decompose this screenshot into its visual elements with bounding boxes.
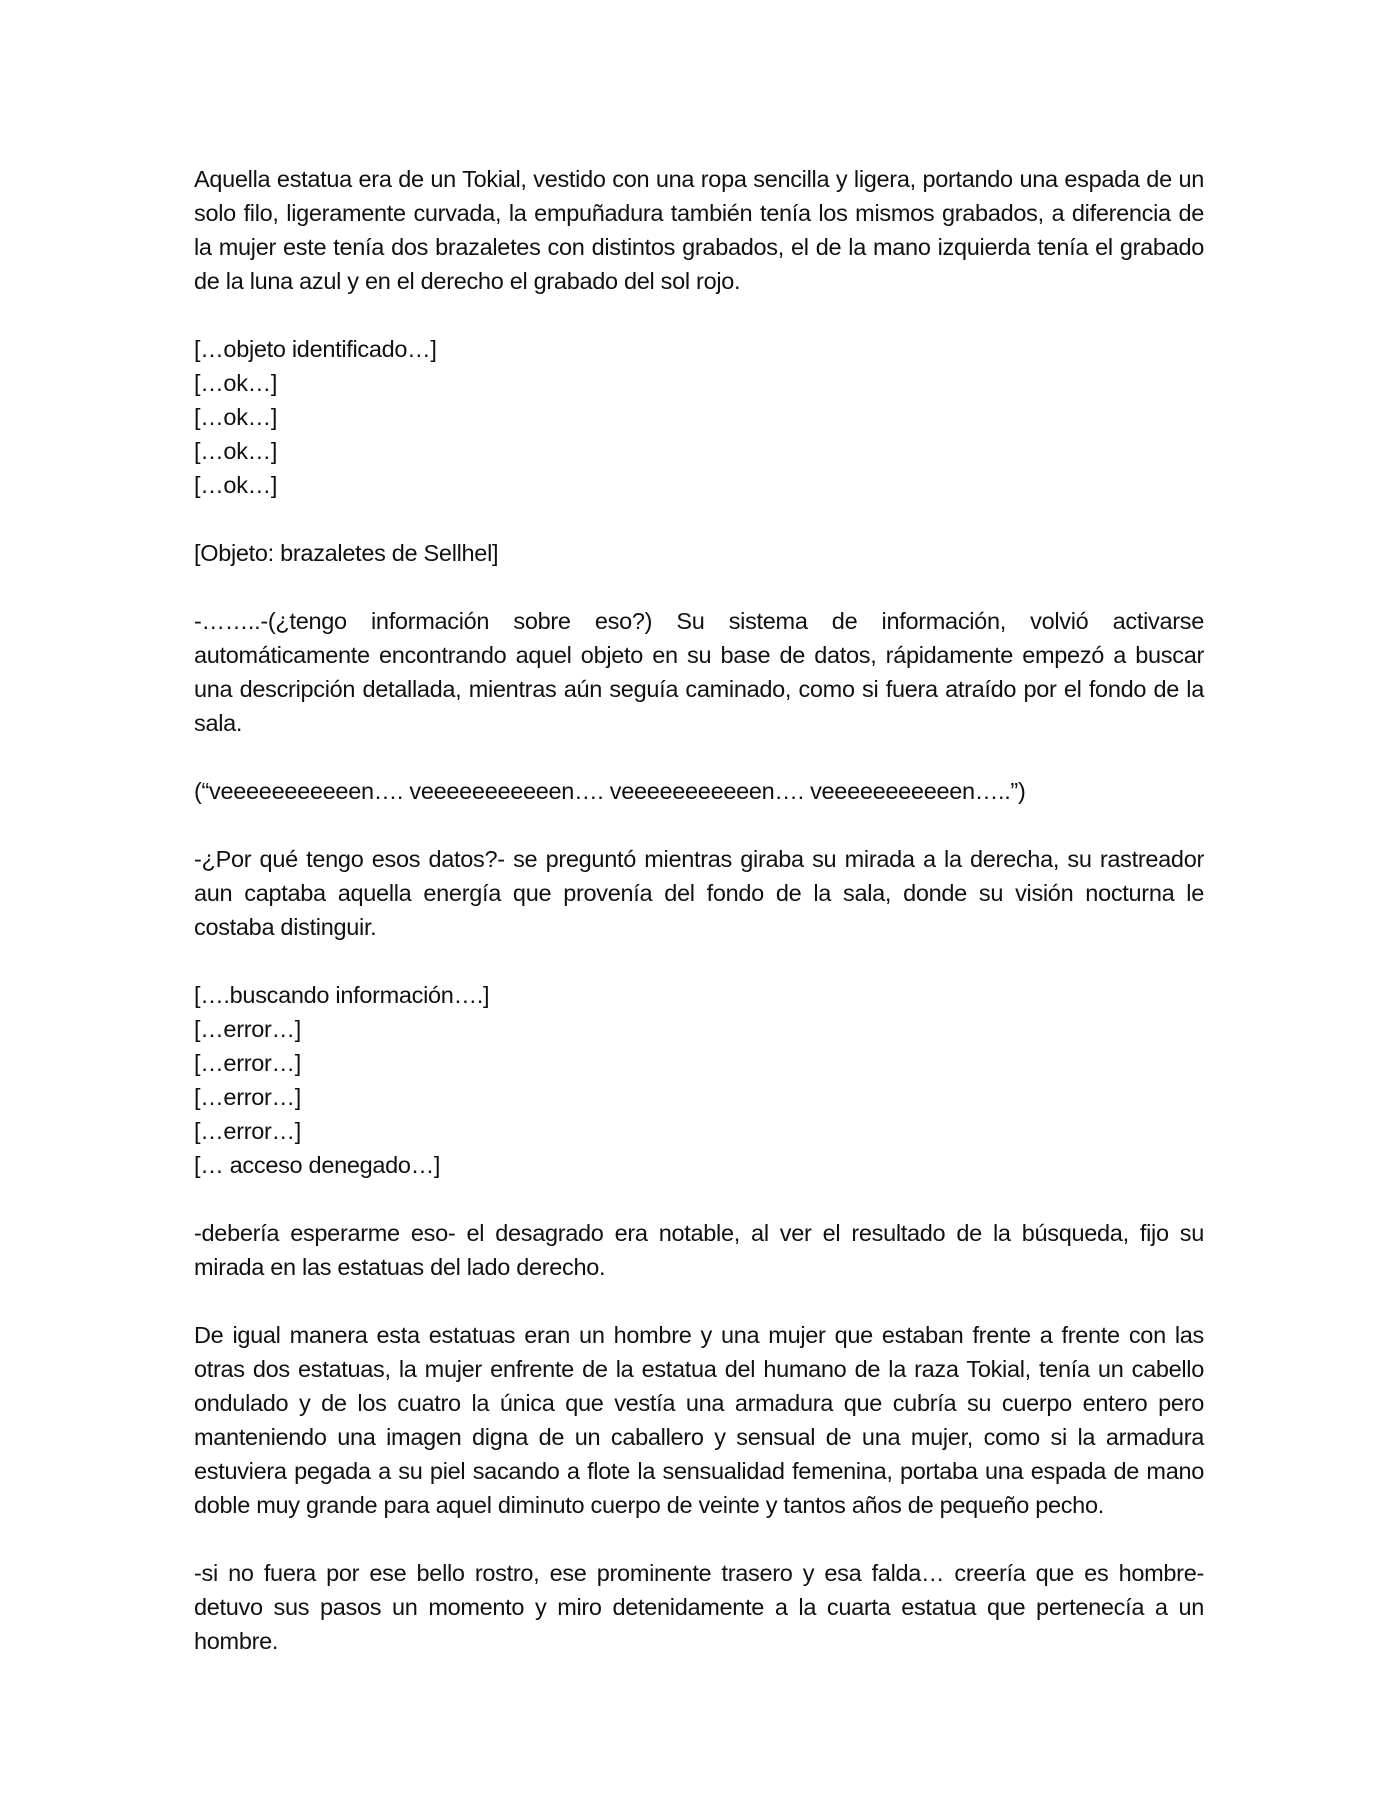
system-line: [… acceso denegado…] bbox=[194, 1152, 441, 1178]
system-line: […error…] bbox=[194, 1016, 301, 1042]
system-line: […ok…] bbox=[194, 472, 278, 498]
body-text bbox=[194, 162, 1204, 1692]
system-line: […ok…] bbox=[194, 404, 278, 430]
paragraph-displeasure: -debería esperarme eso- el desagrado era notable, al ver el resultado de la búsqueda, fijo su mirada en las estatuas del lado derecho. bbox=[194, 1220, 1204, 1280]
system-line: [….buscando información….] bbox=[194, 982, 490, 1008]
paragraph-statue-description: Aquella estatua era de un Tokial, vestido con una ropa sencilla y ligera, portando una espada de un solo filo, ligeramente curvada, la empuñadura también tenía los mismos grabados, a diferencia de la mujer este tenía dos brazaletes con distintos grabados, el de la mano izquierda tenía el grabado de la luna azul y en el derecho el grabado del sol rojo. bbox=[194, 166, 1204, 294]
system-message-block-search bbox=[194, 978, 1204, 1182]
system-line: […objeto identificado…] bbox=[194, 336, 437, 362]
paragraph-right-statues: De igual manera esta estatuas eran un hombre y una mujer que estaban frente a frente con las otras dos estatuas, la mujer enfrente de la estatua del humano de la raza Tokial, tenía un cabello ondulado y de los cuatro la única que vestía una armadura que cubría su cuerpo entero pero manteniendo una imagen digna de un caballero y sensual de una mujer, como si la armadura estuviera pegada a su piel sacando a flote la sensualidad femenina, portaba una espada de mano doble muy grande para aquel diminuto cuerpo de veinte y tantos años de pequeño pecho. bbox=[194, 1322, 1204, 1518]
system-line: […error…] bbox=[194, 1084, 301, 1110]
system-line: […error…] bbox=[194, 1118, 301, 1144]
paragraph-information-system: -……..-(¿tengo información sobre eso?) Su sistema de información, volvió activarse automáticamente encontrando aquel objeto en su base de datos, rápidamente empezó a buscar una descripción detallada, mientras aún seguía caminado, como si fuera atraído por el fondo de la sala. bbox=[194, 608, 1204, 736]
system-line: […error…] bbox=[194, 1050, 301, 1076]
object-label-line: [Objeto: brazaletes de Sellhel] bbox=[194, 540, 499, 566]
system-line: […ok…] bbox=[194, 438, 278, 464]
paragraph-question: -¿Por qué tengo esos datos?- se preguntó mientras giraba su mirada a la derecha, su rastreador aun captaba aquella energía que provenía del fondo de la sala, donde su visión nocturna le costaba distinguir. bbox=[194, 846, 1204, 940]
paragraph-calling-voice: (“veeeeeeeeeeen…. veeeeeeeeeeen…. veeeeeeeeeeen…. veeeeeeeeeeen…..”) bbox=[194, 778, 1026, 804]
system-line: […ok…] bbox=[194, 370, 278, 396]
paragraph-fourth-statue: -si no fuera por ese bello rostro, ese prominente trasero y esa falda… creería que es hombre- detuvo sus pasos un momento y miro detenidamente a la cuarta estatua que pertenecía a un hombre. bbox=[194, 1560, 1204, 1654]
system-message-block-identify bbox=[194, 332, 1204, 502]
